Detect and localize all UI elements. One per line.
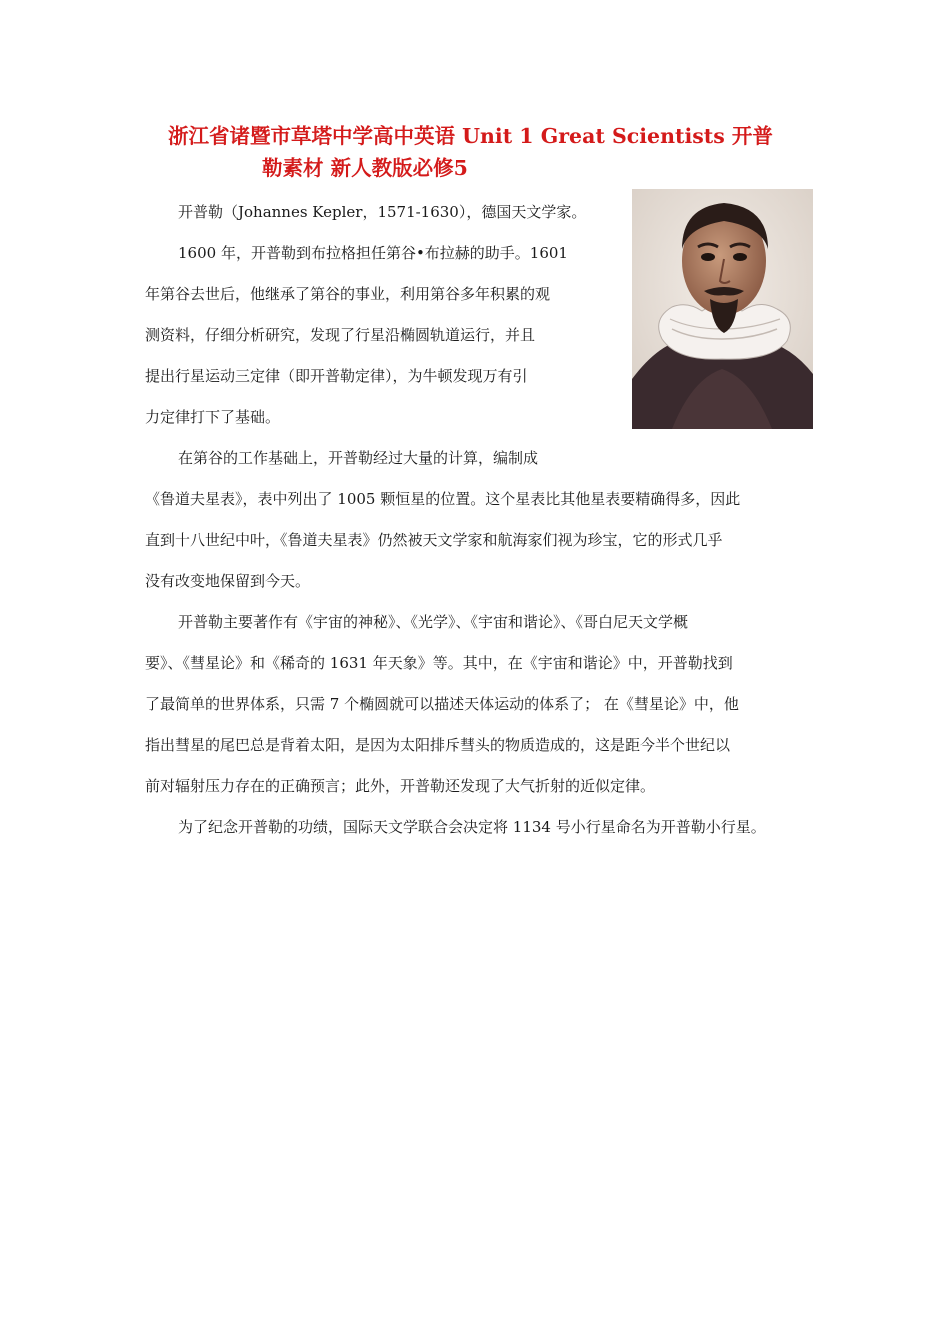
paragraph-3 <box>145 602 825 807</box>
text-line: 测资料，仔细分析研究，发现了行星沿椭圆轨道运行，并且 <box>145 326 536 344</box>
title-line-1: 浙江省诸暨市草塔中学高中英语 Unit 1 Great Scientists 开普 <box>168 124 773 148</box>
text-line: 1600 年，开普勒到布拉格担任第谷•布拉赫的助手。1601 <box>178 244 568 262</box>
text-line: 直到十八世纪中叶，《鲁道夫星表》仍然被天文学家和航海家们视为珍宝，它的形式几乎 <box>145 531 723 549</box>
text-line: 开普勒（Johannes Kepler，1571-1630），德国天文学家。 <box>178 203 587 221</box>
text-line: 年第谷去世后，他继承了第谷的事业，利用第谷多年积累的观 <box>145 285 551 303</box>
text-line: 在第谷的工作基础上，开普勒经过大量的计算，编制成 <box>178 449 539 467</box>
text-line: 前对辐射压力存在的正确预言；此外，开普勒还发现了大气折射的近似定律。 <box>145 777 656 795</box>
text-line: 指出彗星的尾巴总是背着太阳，是因为太阳排斥彗头的物质造成的，这是距今半个世纪以 <box>145 736 731 754</box>
text-line: 要》、《彗星论》和《稀奇的 1631 年天象》等。其中，在《宇宙和谐论》中，开普勒找到 <box>145 654 733 672</box>
paragraph-2 <box>145 438 825 602</box>
text-line: 开普勒主要著作有《宇宙的神秘》、《光学》、《宇宙和谐论》、《哥白尼天文学概 <box>178 613 689 631</box>
text-line: 为了纪念开普勒的功绩，国际天文学联合会决定将 1134 号小行星命名为开普勒小行星。 <box>178 818 766 836</box>
text-line: 了最简单的世界体系，只需 7 个椭圆就可以描述天体运动的体系了； 在《彗星论》中，他 <box>145 695 739 713</box>
text-line: 没有改变地保留到今天。 <box>145 572 311 590</box>
text-line: 提出行星运动三定律（即开普勒定律），为牛顿发现万有引 <box>145 367 528 385</box>
text-line: 力定律打下了基础。 <box>145 408 281 426</box>
title-line-2: 勒素材 新人教版必修5 <box>262 156 468 180</box>
article-body <box>145 192 825 848</box>
paragraph-1 <box>145 192 825 438</box>
paragraph-4 <box>145 807 825 848</box>
text-line: 《鲁道夫星表》，表中列出了 1005 颗恒星的位置。这个星表比其他星表要精确得多，因此 <box>145 490 741 508</box>
document-title <box>150 120 830 184</box>
